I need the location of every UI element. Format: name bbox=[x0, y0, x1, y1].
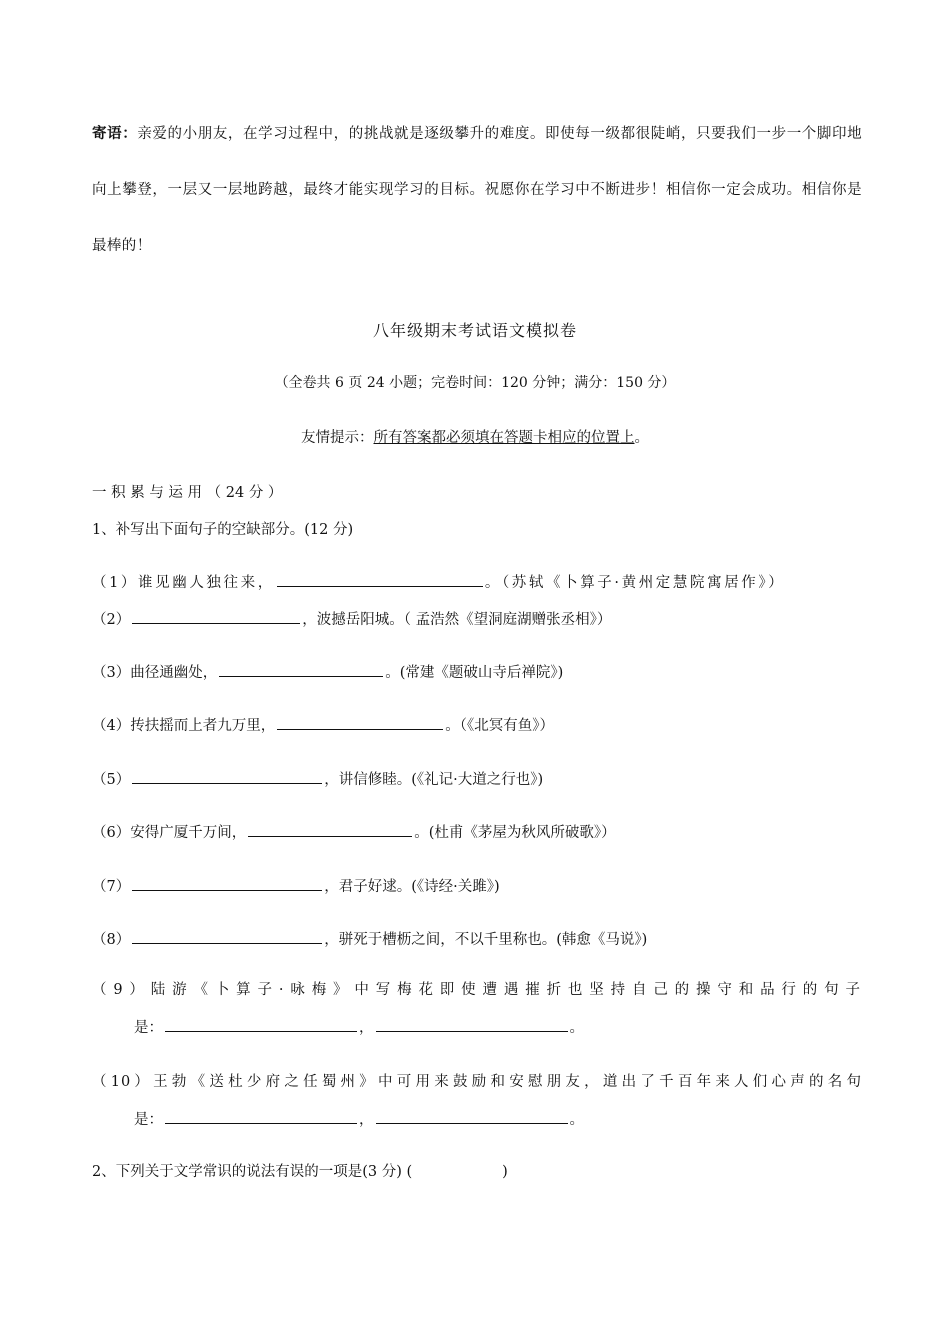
item-after: ，骈死于槽枥之间，不以千里称也。(韩愈《马说》) bbox=[324, 932, 648, 948]
answer-blank[interactable] bbox=[132, 769, 322, 784]
item-after: ，讲信修睦。(《礼记·大道之行也》) bbox=[324, 772, 544, 788]
item-number: （2） bbox=[92, 612, 131, 628]
item-number: （7） bbox=[92, 879, 131, 895]
item-after: ，君子好逑。(《诗经·关雎》) bbox=[324, 879, 500, 895]
fill-item-6 bbox=[92, 821, 616, 842]
answer-blank[interactable] bbox=[132, 876, 322, 891]
item10-prompt: （10）王勃《送杜少府之任蜀州》中可用来鼓励和安慰朋友，道出了千百年来人们心声的名句 bbox=[92, 1074, 862, 1090]
item9-end: 。 bbox=[569, 1020, 584, 1036]
tip-text: 所有答案都必须填在答题卡相应的位置上 bbox=[373, 430, 635, 446]
item9-answer-line bbox=[92, 1009, 862, 1047]
exam-subtitle: （全卷共 6 页 24 小题；完卷时间：120 分钟；满分：150 分） bbox=[274, 375, 676, 391]
answer-blank[interactable] bbox=[277, 572, 483, 587]
greeting-text: 亲爱的小朋友，在学习过程中，的挑战就是逐级攀升的难度。即使每一级都很陡峭，只要我们一步一个脚印地向上攀登，一层又一层地跨越，最终才能实现学习的目标。祝愿你在学习中不断进步！相信你一定会成功。相信你是最棒的！ bbox=[92, 126, 862, 254]
item-before: 抟扶摇而上者九万里， bbox=[130, 718, 276, 734]
item9-label: 是： bbox=[134, 1020, 163, 1036]
item-number: （3） bbox=[92, 665, 131, 681]
item9-sep: ， bbox=[359, 1020, 374, 1036]
tip-end: 。 bbox=[634, 430, 649, 446]
answer-blank[interactable] bbox=[277, 715, 443, 730]
answer-blank[interactable] bbox=[248, 822, 412, 837]
item-number: （8） bbox=[92, 932, 131, 948]
greeting-label: 寄语： bbox=[92, 125, 138, 142]
fill-item-5 bbox=[92, 768, 543, 789]
answer-blank[interactable] bbox=[132, 609, 300, 624]
answer-blank[interactable] bbox=[132, 929, 322, 944]
answer-blank[interactable] bbox=[219, 662, 383, 677]
item-before: 谁见幽人独往来， bbox=[138, 575, 275, 591]
item-number: （5） bbox=[92, 772, 131, 788]
fill-item-2 bbox=[92, 608, 611, 629]
exam-tip bbox=[0, 426, 950, 447]
fill-item-4 bbox=[92, 714, 554, 735]
fill-item-9 bbox=[92, 971, 862, 1047]
exam-title: 八年级期末考试语文模拟卷 bbox=[372, 321, 577, 340]
item-after: 。(杜甫《茅屋为秋风所破歌》） bbox=[414, 825, 616, 841]
greeting-paragraph bbox=[92, 106, 862, 274]
question2-end: ) bbox=[502, 1164, 508, 1180]
item-number: （1） bbox=[92, 575, 139, 591]
fill-item-7 bbox=[92, 875, 500, 896]
section1-heading: 一 积 累 与 运 用 （ 24 分 ） bbox=[92, 485, 283, 501]
item-after: 。(常建《题破山寺后禅院》) bbox=[385, 665, 564, 681]
fill-item-1 bbox=[92, 571, 785, 592]
item-before: 曲径通幽处， bbox=[130, 665, 218, 681]
item10-end: 。 bbox=[569, 1112, 584, 1128]
question2-text: 2、下列关于文学常识的说法有误的一项是(3 分) ( bbox=[92, 1164, 413, 1180]
item-number: （4） bbox=[92, 718, 131, 734]
item9-prompt: （9）陆游《卜算子·咏梅》中写梅花即使遭遇摧折也坚持自己的操守和品行的句子 bbox=[92, 982, 862, 998]
item10-answer-line bbox=[92, 1101, 862, 1139]
fill-item-10 bbox=[92, 1063, 862, 1139]
question1-title: 1、补写出下面句子的空缺部分。(12 分) bbox=[92, 522, 354, 538]
item-after: 。（《北冥有鱼》） bbox=[445, 718, 554, 734]
answer-blank[interactable] bbox=[376, 1017, 568, 1032]
answer-blank[interactable] bbox=[165, 1109, 357, 1124]
fill-item-8 bbox=[92, 928, 647, 949]
item-before: 安得广厦千万间， bbox=[130, 825, 247, 841]
question2-title bbox=[92, 1160, 508, 1181]
answer-blank[interactable] bbox=[376, 1109, 568, 1124]
item-after: 。（苏轼《卜算子·黄州定慧院寓居作》） bbox=[484, 575, 786, 591]
answer-blank[interactable] bbox=[165, 1017, 357, 1032]
item10-sep: ， bbox=[359, 1112, 374, 1128]
tip-label: 友情提示： bbox=[301, 430, 374, 446]
item10-label: 是： bbox=[134, 1112, 163, 1128]
item-number: （6） bbox=[92, 825, 131, 841]
fill-item-3 bbox=[92, 661, 563, 682]
item-after: ，波撼岳阳城。（ 孟浩然《望洞庭湖赠张丞相》） bbox=[302, 612, 612, 628]
